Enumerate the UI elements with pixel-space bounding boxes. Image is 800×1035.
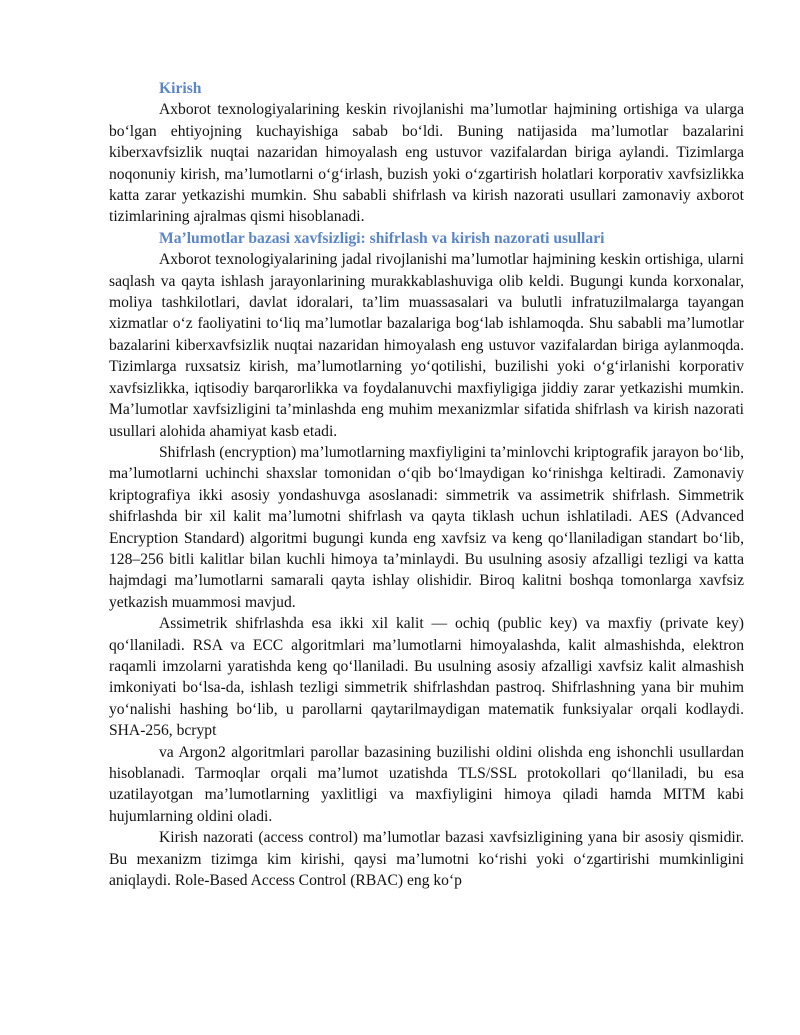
document-page bbox=[109, 78, 744, 891]
paragraph-intro: Axborot texnologiyalarining keskin rivojlanishi ma’lumotlar hajmining ortishiga va ularga bo‘lgan ehtiyojning kuchayishiga sabab bo‘ldi. Buning natijasida ma’lumotlar bazalarini kiberxavfsizlik nuqtai nazaridan himoyalash eng ustuvor vazifalardan biriga aylandi. Tizimlarga noqonuniy kirish, ma’lumotlarni o‘g‘irlash, buzish yoki o‘zgartirish holatlari korporativ xavfsizlikka katta zarar yetkazishi mumkin. Shu sababli shifrlash va kirish nazorati usullari zamonaviy axborot tizimlarining ajralmas qismi hisoblanadi. bbox=[109, 101, 744, 226]
paragraph-overview: Axborot texnologiyalarining jadal rivojlanishi ma’lumotlar hajmining keskin ortishiga, ularni saqlash va qayta ishlash jarayonlarining murakkablashuviga olib keldi. Bugungi kunda korxonalar, moliya tashkilotlari, davlat idoralari, ta’lim muassasalari va bulutli infratuzilmalarga tayangan xizmatlar o‘z faoliyatini to‘liq ma’lumotlar bazalariga bog‘lab ishlamoqda. Shu sababli ma’lumotlar bazalarini kiberxavfsizlik nuqtai nazaridan himoyalash eng ustuvor vazifalardan biriga aylanmoqda. Tizimlarga ruxsatsiz kirish, ma’lumotlarning yo‘qotilishi, buzilishi yoki o‘g‘irlanishi korporativ xavfsizlikka, iqtisodiy barqarorlikka va foydalanuvchi maxfiyligiga jiddiy zarar yetkazishi mumkin. Ma’lumotlar xavfsizligini ta’minlashda eng muhim mexanizmlar sifatida shifrlash va kirish nazorati usullari alohida ahamiyat kasb etadi. bbox=[109, 251, 744, 440]
section-heading-kirish: Kirish bbox=[159, 80, 202, 97]
paragraph-asymmetric: Assimetrik shifrlashda esa ikki xil kalit — ochiq (public key) va maxfiy (private key) qo‘llaniladi. RSA va ECC algoritmlari ma’lumotlarni himoyalashda, kalit almashishda, elektron raqamli imzolarni yaratishda keng qo‘llaniladi. Bu usulning asosiy afzalligi xavfsiz kalit almashish imkoniyati bo‘lsa-da, ishlash tezligi simmetrik shifrlashdan pastroq. Shifrlashning yana bir muhim yo‘nalishi hashing bo‘lib, u parollarni qaytarilmaydigan matematik funksiyalar orqali kodlaydi. SHA-256, bcrypt bbox=[109, 615, 744, 740]
paragraph-encryption: Shifrlash (encryption) ma’lumotlarning maxfiyligini ta’minlovchi kriptografik jarayon bo‘lib, ma’lumotlarni uchinchi shaxslar tomonidan o‘qib bo‘lmaydigan ko‘rinishga keltiradi. Zamonaviy kriptografiya ikki asosiy yondashuvga asoslanadi: simmetrik va assimetrik shifrlash. Simmetrik shifrlashda bir xil kalit ma’lumotni shifrlash va qayta tiklash uchun ishlatiladi. AES (Advanced Encryption Standard) algoritmi bugungi kunda eng xavfsiz va keng qo‘llaniladigan standart bo‘lib, 128–256 bitli kalitlar bilan kuchli himoya ta’minlaydi. Bu usulning asosiy afzalligi tezligi va katta hajmdagi ma’lumotlarni samarali qayta ishlay olishidir. Biroq kalitni boshqa tomonlarga xavfsiz yetkazish muammosi mavjud. bbox=[109, 443, 744, 611]
section-heading-database-security: Ma’lumotlar bazasi xavfsizligi: shifrlash va kirish nazorati usullari bbox=[159, 229, 605, 247]
paragraph-argon2: va Argon2 algoritmlari parollar bazasining buzilishi oldini olishda eng ishonchli usullardan hisoblanadi. Tarmoqlar orqali ma’lumot uzatishda TLS/SSL protokollari qo‘llaniladi, bu esa uzatilayotgan ma’lumotlarning yaxlitligi va maxfiyligini himoya qiladi hamda MITM kabi hujumlarning oldini oladi. bbox=[109, 743, 744, 825]
paragraph-access-control: Kirish nazorati (access control) ma’lumotlar bazasi xavfsizligining yana bir asosiy qismidir. Bu mexanizm tizimga kim kirishi, qaysi ma’lumotni ko‘rishi yoki o‘zgartirishi mumkinligini aniqlaydi. Role-Based Access Control (RBAC) eng ko‘p bbox=[109, 829, 744, 890]
